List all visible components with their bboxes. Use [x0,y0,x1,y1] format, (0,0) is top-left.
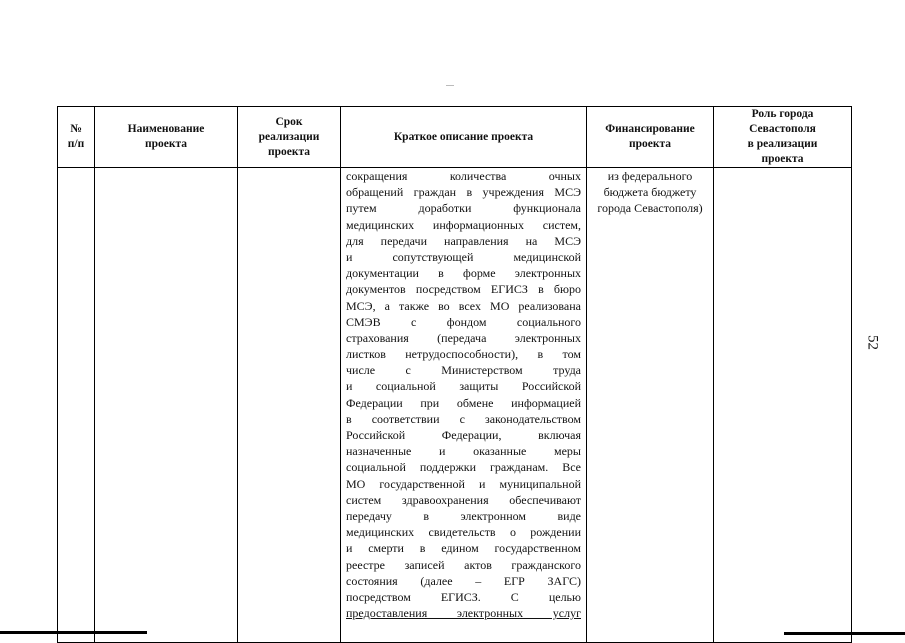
description-line: листков нетрудоспособности), в том [346,347,581,362]
header-line: проекта [144,138,188,150]
description-line: Российской Федерации, включая [346,428,581,442]
col-header-name [95,107,238,168]
col-header-description [341,107,587,168]
description-line: и социальной защиты Российской [346,379,581,394]
table-row [58,168,852,643]
col-header-period [238,107,341,168]
description-line: СМЭВ с фондом социального [346,314,581,329]
bottom-rule-right [784,632,905,635]
description-line: в соответствии с законодательством [346,411,581,426]
header-line: п/п [67,138,85,150]
description-line: реестре записей актов гражданского [346,557,581,572]
header-line: Финансирование [605,123,695,135]
description-line: для передачи направления на МСЭ [346,233,581,248]
bottom-rule-left [0,631,147,634]
header-line: № [70,123,82,135]
description-line: медицинских свидетельств о рождении [346,525,581,540]
description-line: посредством ЕГИСЗ. С целью [346,589,581,604]
cell-period [238,168,341,643]
description-line: документов посредством ЕГИСЗ в бюро [346,282,581,297]
header-line: проекта [267,145,311,158]
scan-mark [446,85,454,86]
header-line: Наименование [127,123,205,135]
description-line: страхования (передача электронных [346,330,581,345]
description-line: путем доработки функционала [346,201,581,216]
description-line: передачу в электронном виде [346,508,581,523]
description-line: медицинских информационных систем, [346,217,581,232]
description-line: назначенные и оказанные меры [346,444,581,459]
financing-line: города Севастополя) [597,201,703,216]
financing-line: бюджета бюджету [603,185,697,200]
cell-name [95,168,238,643]
description-line: предоставления электронных услуг [346,606,581,621]
table-header-row [58,107,852,168]
description-line: числе с Министерством труда [346,363,581,378]
description-line: социальной поддержки гражданам. Все [346,460,581,475]
description-line: и сопутствующей медицинской [346,249,581,264]
description-line: состояния (далее – ЕГР ЗАГС) [346,573,581,588]
description-line: документации в форме электронных [346,266,581,281]
description-line: МО государственной и муниципальной [346,476,581,491]
header-line: Севастополя [749,123,816,135]
header-line: проекта [761,153,804,165]
description-line: и смерти в едином государственном [346,541,581,556]
projects-table [57,106,852,643]
description-line: МСЭ, а также во всех МО реализована [346,298,581,313]
header-line: Срок [275,115,303,128]
description-line: обращений граждан в учреждения МСЭ [346,185,581,200]
header-line: проекта [628,138,672,150]
header-line: в реализации [747,138,818,150]
col-header-number [58,107,95,168]
col-header-role [714,107,852,168]
col-header-financing [587,107,714,168]
page-number: 52 [864,335,881,350]
cell-description [341,168,587,643]
header-line: Краткое описание проекта [393,130,534,143]
cell-financing [587,168,714,643]
cell-role [714,168,852,643]
header-line: реализации [258,130,320,143]
header-line: Роль города [751,108,814,120]
description-line: систем здравоохранения обеспечивают [346,492,581,507]
financing-line: из федерального [607,169,693,183]
description-line: Федерации при обмене информацией [346,395,581,410]
description-line: сокращения количества очных [346,169,581,183]
cell-number [58,168,95,643]
